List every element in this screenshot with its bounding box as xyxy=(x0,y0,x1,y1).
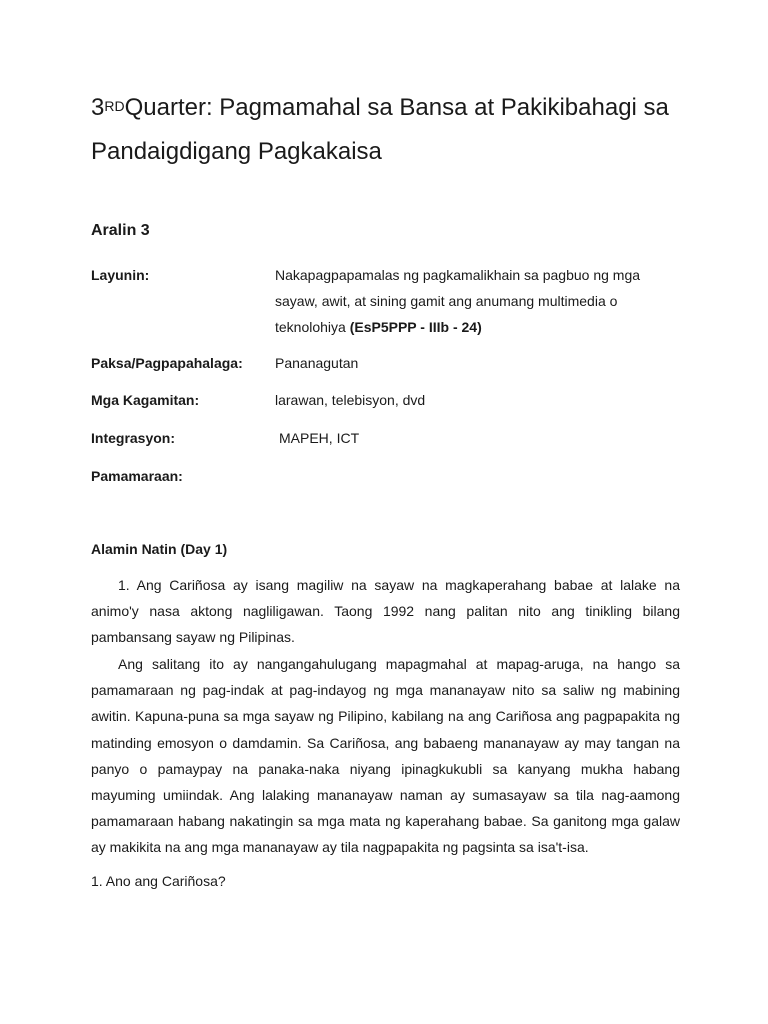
question-1: 1. Ano ang Cariñosa? xyxy=(91,873,226,889)
alamin-paragraph-1: 1. Ang Cariñosa ay isang magiliw na sayaw na magkaperahang babae at lalake na animo'y nasa aktong nagliligawan. Taong 1992 nang palitan nito ang tinikling bilang pambansang sayaw ng Pilipinas. xyxy=(91,577,680,646)
kagamitan-value: larawan, telebisyon, dvd xyxy=(275,392,426,408)
alamin-paragraph-2: Ang salitang ito ay nangangahulugang mapagmahal at mapag-aruga, na hango sa pamamaraan ng pag-indak at pag-indayog ng mga mananayaw nito sa saliw ng mabining awitin. Kapuna-puna sa mga sayaw ng Pilipino, kabilang na ang Cariñosa ang pagpapakita ng matinding emosyon o damdamin. Sa Cariñosa, ang babaeng mananayaw ay may tangan na panyo o pamaypay na panaka-naka niyang ipinagkukubli sa kanyang mukha habang mayuming umiindak. Ang lalaking mananayaw naman ay sumasayaw sa tila nag-aamong pamamaraan habang nakatingin sa mga mata ng kaperahang babae. Sa ganitong mga galaw ay makikita na ang mga mananayaw ay tila nagpapakita ng pagsinta sa isa't-isa. xyxy=(91,656,680,856)
layunin-text: Nakapagpapamalas ng pagkamalikhain sa pagbuo ng mga sayaw, awit, at sining gamit ang anumang multimedia o teknolohiya xyxy=(275,267,641,335)
integrasyon-label: Integrasyon: xyxy=(91,430,176,446)
layunin-code: (EsP5PPP - IIIb - 24) xyxy=(349,319,482,335)
title-number: 3 xyxy=(91,94,105,121)
integrasyon-value: MAPEH, ICT xyxy=(279,430,360,446)
alamin-heading: Alamin Natin (Day 1) xyxy=(91,541,228,557)
page-title xyxy=(91,86,731,174)
layunin-label: Layunin: xyxy=(91,267,150,283)
layunin-value xyxy=(275,262,665,340)
lesson-heading: Aralin 3 xyxy=(91,222,150,239)
paksa-label: Paksa/Pagpapahalaga: xyxy=(91,355,243,371)
pamamaraan-label: Pamamaraan: xyxy=(91,468,183,484)
title-superscript: RD xyxy=(104,98,125,114)
paksa-value: Pananagutan xyxy=(275,355,359,371)
title-text: Quarter: Pagmamahal sa Bansa at Pakikibahagi sa Pandaigdigang Pagkakaisa xyxy=(91,94,669,165)
kagamitan-label: Mga Kagamitan: xyxy=(91,392,200,408)
